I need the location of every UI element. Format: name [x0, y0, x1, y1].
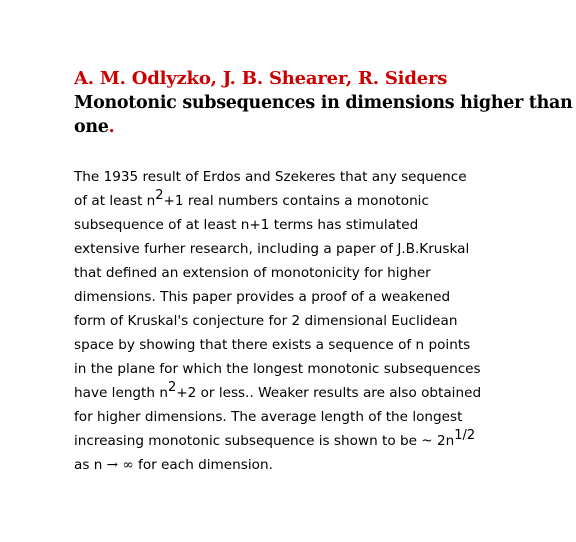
superscript: 2	[155, 188, 164, 203]
authors: A. M. Odlyzko, J. B. Shearer, R. Siders	[74, 68, 448, 89]
abstract-line-12-b: 2n	[432, 433, 455, 449]
tilde-symbol: ~	[421, 433, 433, 449]
abstract-line-10	[74, 381, 544, 405]
abstract-line-8: space by showing that there exists a sequence of n points	[74, 337, 471, 353]
abstract-line-7: form of Kruskal's conjecture for 2 dimensional Euclidean	[74, 313, 458, 329]
title-line-2	[74, 115, 544, 139]
arrow-symbol: →	[106, 457, 119, 473]
abstract-line-2-a: of at least n	[74, 193, 156, 209]
title-line-1: Monotonic subsequences in dimensions higher than	[74, 93, 573, 113]
abstract-line-11: for higher dimensions. The average length of the longest	[74, 409, 463, 425]
paper-title	[74, 91, 573, 139]
abstract-line-1: The 1935 result of Erdos and Szekeres that any sequence	[74, 169, 467, 185]
abstract-line-9: in the plane for which the longest monotonic subsequences	[74, 361, 481, 377]
infinity-symbol: ∞	[118, 457, 134, 473]
abstract-line-12	[74, 429, 544, 453]
title-period: .	[108, 117, 115, 137]
title-line-2-text: one	[74, 117, 109, 137]
superscript: 2	[167, 380, 177, 395]
abstract-line-4: extensive furher research, including a paper of J.B.Kruskal	[74, 241, 470, 257]
superscript: 1/2	[454, 428, 476, 443]
abstract-line-6: dimensions. This paper provides a proof of a weakened	[74, 289, 451, 305]
abstract-line-3: subsequence of at least n+1 terms has stimulated	[74, 217, 419, 233]
paper-entry	[74, 67, 573, 477]
abstract-line-10-b: +2 or less.. Weaker results are also obtained	[176, 385, 482, 401]
abstract-line-13-b: for each dimension.	[133, 457, 273, 473]
abstract-line-13	[74, 453, 544, 477]
abstract	[74, 165, 544, 477]
abstract-line-5: that defined an extension of monotonicity for higher	[74, 265, 431, 281]
abstract-line-2	[74, 189, 544, 213]
abstract-line-13-a: as n	[74, 457, 107, 473]
abstract-line-10-a: have length n	[74, 385, 168, 401]
abstract-line-2-b: +1 real numbers contains a monotonic	[163, 193, 429, 209]
abstract-line-12-a: increasing monotonic subsequence is shown to be	[74, 433, 422, 449]
